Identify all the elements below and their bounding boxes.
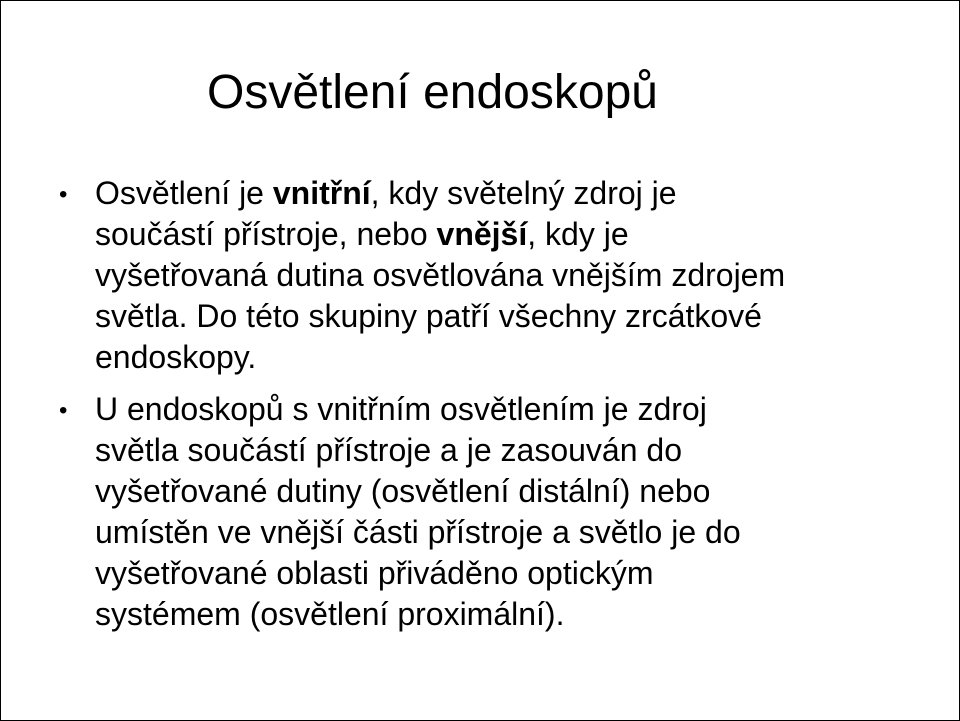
text-line: vyšetřované dutiny (osvětlení distální) nebo bbox=[95, 473, 711, 509]
text-run: , kdy je bbox=[527, 216, 629, 252]
bullet-marker-icon: • bbox=[59, 181, 68, 208]
text-line: světla součástí přístroje a je zasouván do bbox=[95, 432, 682, 468]
text-run: , kdy světelný zdroj je bbox=[370, 175, 677, 211]
emphasis-vnejsi: vnější bbox=[436, 216, 528, 252]
text-line: vyšetřovaná dutina osvětlována vnějším zdrojem bbox=[95, 257, 786, 293]
text-line: vyšetřované oblasti přiváděno optickým bbox=[95, 555, 654, 591]
bullet-marker-icon: • bbox=[59, 397, 68, 424]
text-run: součástí přístroje, nebo bbox=[95, 216, 437, 252]
bullet-text bbox=[95, 389, 855, 635]
text-line bbox=[95, 214, 855, 255]
text-run: Osvětlení je bbox=[95, 175, 273, 211]
text-line: světla. Do této skupiny patří všechny zrcátkové bbox=[95, 298, 762, 334]
bullet-text bbox=[95, 173, 855, 378]
text-line: umístěn ve vnější části přístroje a světlo je do bbox=[95, 514, 741, 550]
emphasis-vnitrni: vnitřní bbox=[272, 175, 371, 211]
slide-title: Osvětlení endoskopů bbox=[207, 66, 658, 119]
text-line: systémem (osvětlení proximální). bbox=[95, 596, 565, 632]
text-line bbox=[95, 173, 855, 214]
text-line: endoskopy. bbox=[95, 339, 257, 375]
text-line: U endoskopů s vnitřním osvětlením je zdroj bbox=[95, 391, 707, 427]
